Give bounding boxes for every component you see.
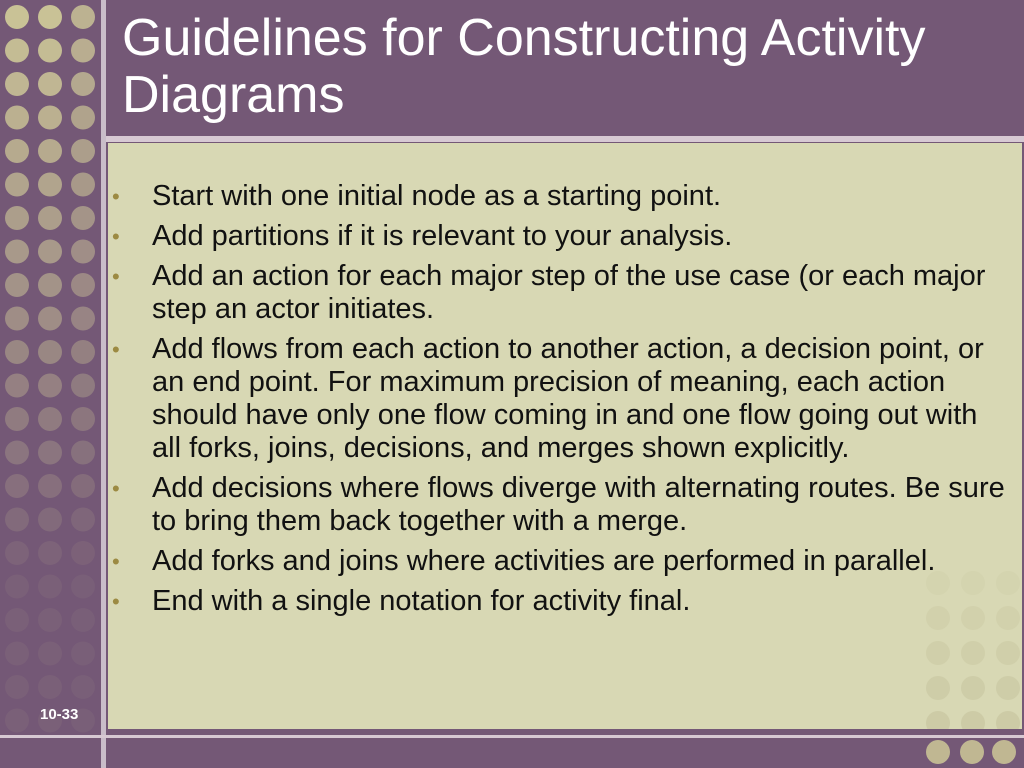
bullet-text: End with a single notation for activity final.: [152, 585, 691, 617]
bullet-text: Add an action for each major step of the use case (or each major step an actor initiates.: [152, 260, 986, 325]
decorative-dot: [996, 676, 1020, 700]
content-panel: [108, 143, 1022, 729]
bullet-text: Start with one initial node as a starting point.: [152, 180, 722, 212]
decorative-dot: [5, 508, 29, 532]
bullet-text: Add decisions where flows diverge with alternating routes. Be sure to bring them back together with a merge.: [152, 472, 1005, 537]
decorative-dot: [926, 740, 950, 764]
bullet-icon: •: [112, 224, 120, 249]
decorative-dot: [38, 374, 62, 398]
decorative-dot: [5, 307, 29, 331]
decorative-dot: [5, 206, 29, 230]
decorative-dot: [961, 711, 985, 729]
bullet-item: [108, 333, 1022, 465]
decorative-dot: [961, 641, 985, 665]
bullet-item: [108, 585, 1022, 618]
decorative-dot: [71, 240, 95, 264]
bullet-icon: •: [112, 549, 120, 574]
vertical-divider: [101, 0, 106, 768]
decorative-dot: [5, 407, 29, 431]
decorative-dot: [5, 642, 29, 666]
decorative-dot: [5, 608, 29, 632]
decorative-dot: [71, 173, 95, 197]
decorative-dot: [71, 675, 95, 699]
decorative-dot: [5, 139, 29, 163]
bullet-icon: •: [112, 589, 120, 614]
decorative-dot: [71, 441, 95, 465]
decorative-dot: [38, 273, 62, 297]
decorative-dot: [5, 441, 29, 465]
decorative-dot: [38, 139, 62, 163]
decorative-dot: [71, 374, 95, 398]
decorative-dot: [38, 675, 62, 699]
decorative-dot: [71, 139, 95, 163]
bullet-item: [108, 545, 1022, 578]
decorative-dot: [71, 575, 95, 599]
decorative-dot: [38, 508, 62, 532]
decorative-dot: [38, 240, 62, 264]
decorative-dot: [5, 374, 29, 398]
decorative-dot: [960, 740, 984, 764]
decorative-dot: [5, 106, 29, 130]
decorative-dot: [38, 173, 62, 197]
decorative-dot: [5, 72, 29, 96]
decorative-dot: [38, 206, 62, 230]
decorative-dot: [5, 474, 29, 498]
decorative-dot: [71, 541, 95, 565]
decorative-dot: [71, 642, 95, 666]
decorative-dot: [38, 72, 62, 96]
decorative-dot: [38, 642, 62, 666]
decorative-dot: [926, 676, 950, 700]
decorative-dot: [71, 340, 95, 364]
bullet-list: [108, 180, 1022, 625]
decorative-dot: [5, 273, 29, 297]
decorative-dot: [5, 173, 29, 197]
decorative-dot: [5, 709, 29, 733]
decorative-dot: [996, 711, 1020, 729]
decorative-dot: [71, 407, 95, 431]
decorative-dot: [71, 508, 95, 532]
decorative-dot: [71, 106, 95, 130]
decorative-dot: [38, 340, 62, 364]
decorative-dot: [38, 608, 62, 632]
decorative-dot: [38, 5, 62, 29]
decorative-dot: [38, 541, 62, 565]
decorative-dot: [38, 407, 62, 431]
decorative-dot: [5, 340, 29, 364]
decorative-dot: [38, 39, 62, 63]
decorative-dot: [71, 474, 95, 498]
decorative-dot: [926, 711, 950, 729]
decorative-dot: [926, 641, 950, 665]
bullet-item: [108, 220, 1022, 253]
bullet-text: Add partitions if it is relevant to your analysis.: [152, 220, 733, 252]
bullet-item: [108, 180, 1022, 213]
decorative-dot: [5, 5, 29, 29]
bottom-divider: [0, 735, 1024, 738]
decorative-dot: [5, 575, 29, 599]
decorative-dot: [71, 39, 95, 63]
decorative-dot: [996, 641, 1020, 665]
bullet-icon: •: [112, 476, 120, 501]
decorative-dot: [71, 5, 95, 29]
decorative-dot: [961, 676, 985, 700]
decorative-dot: [992, 740, 1016, 764]
bullet-icon: •: [112, 184, 120, 209]
decorative-dot: [5, 240, 29, 264]
decorative-dot: [38, 307, 62, 331]
decorative-dot: [5, 39, 29, 63]
decorative-dot: [38, 474, 62, 498]
bullet-text: Add forks and joins where activities are performed in parallel.: [152, 545, 936, 577]
bullet-item: [108, 472, 1022, 538]
decorative-dot: [71, 608, 95, 632]
title-divider: [106, 136, 1024, 142]
bullet-text: Add flows from each action to another action, a decision point, or an end point. For maximum precision of meaning, each action should have only one flow coming in and one flow going out with all forks, joins, decisions, and merges shown explicitly.: [152, 333, 984, 464]
slide-title: Guidelines for Constructing Activity Diagrams: [122, 9, 926, 124]
decorative-dot: [38, 106, 62, 130]
slide-number: 10-33: [40, 706, 79, 723]
decorative-dot: [71, 273, 95, 297]
decorative-dot: [71, 72, 95, 96]
bullet-icon: •: [112, 264, 120, 289]
decorative-dot: [71, 307, 95, 331]
bullet-item: [108, 260, 1022, 326]
bullet-icon: •: [112, 337, 120, 362]
decorative-dot: [5, 541, 29, 565]
decorative-dot: [38, 441, 62, 465]
decorative-dot: [71, 206, 95, 230]
decorative-dot: [5, 675, 29, 699]
decorative-dot: [38, 575, 62, 599]
